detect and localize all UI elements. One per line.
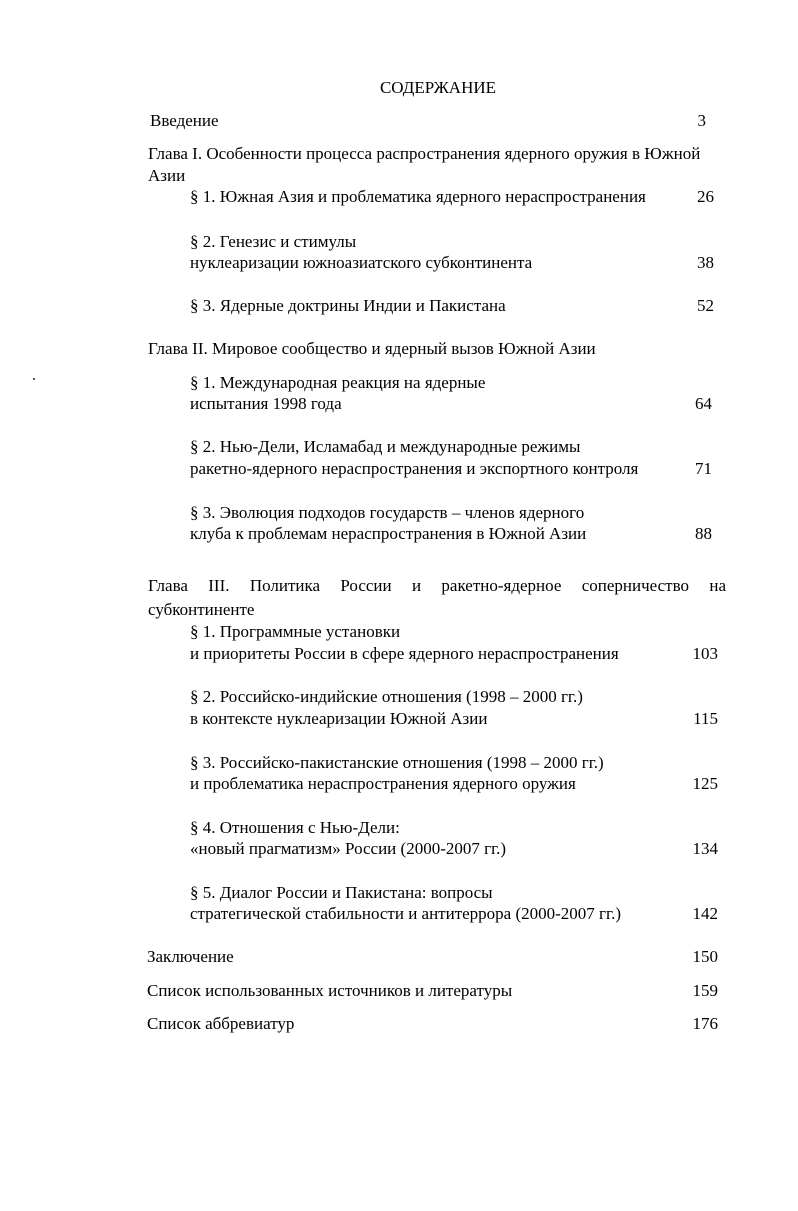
- toc-abbrev-label: Список аббревиатур: [147, 1014, 295, 1033]
- toc-sources-page: 159: [692, 981, 718, 1000]
- ch3-section-2-cont: в контексте нуклеаризации Южной Азии: [190, 709, 488, 728]
- ch1-section-3-page: 52: [697, 296, 714, 315]
- toc-intro-label: Введение: [150, 111, 219, 130]
- ch2-section-2: § 2. Нью-Дели, Исламабад и международные режимы: [190, 437, 581, 456]
- ch1-section-1-page: 26: [697, 187, 714, 206]
- chapter-3-title-cont: субконтиненте: [148, 600, 255, 619]
- ch3-section-1: § 1. Программные установки: [190, 622, 401, 641]
- scan-speck: [33, 378, 35, 380]
- ch2-section-3: § 3. Эволюция подходов государств – членов ядерного: [190, 503, 585, 522]
- ch3-section-5-cont: стратегической стабильности и антитеррора (2000-2007 гг.): [190, 904, 621, 923]
- ch3-section-4: § 4. Отношения с Нью-Дели:: [190, 818, 400, 837]
- ch1-section-2: § 2. Генезис и стимулы: [190, 232, 357, 251]
- ch3-section-5: § 5. Диалог России и Пакистана: вопросы: [190, 883, 493, 902]
- toc-conclusion-page: 150: [692, 947, 718, 966]
- ch3-section-3-cont: и проблематика нераспространения ядерного оружия: [190, 774, 576, 793]
- toc-abbrev-page: 176: [692, 1014, 718, 1033]
- page-title: СОДЕРЖАНИЕ: [379, 78, 497, 97]
- ch3-section-5-page: 142: [692, 904, 718, 923]
- ch2-section-1: § 1. Международная реакция на ядерные: [190, 373, 486, 392]
- ch2-section-2-cont: ракетно-ядерного нераспространения и экспортного контроля: [190, 459, 639, 478]
- ch2-section-1-page: 64: [695, 394, 712, 413]
- ch2-section-1-cont: испытания 1998 года: [190, 394, 342, 413]
- ch3-section-2-page: 115: [693, 709, 718, 728]
- chapter-1-title: Глава I. Особенности процесса распространения ядерного оружия в Южной: [148, 144, 701, 163]
- ch1-section-1: § 1. Южная Азия и проблематика ядерного нераспространения: [190, 187, 646, 206]
- ch2-section-2-page: 71: [695, 459, 712, 478]
- toc-sources-label: Список использованных источников и литературы: [147, 981, 513, 1000]
- ch3-section-4-cont: «новый прагматизм» России (2000-2007 гг.): [190, 839, 507, 858]
- toc-conclusion-label: Заключение: [147, 947, 234, 966]
- ch3-section-1-cont: и приоритеты России в сфере ядерного нераспространения: [190, 644, 619, 663]
- ch1-section-2-cont: нуклеаризации южноазиатского субконтинента: [190, 253, 533, 272]
- ch1-section-2-page: 38: [697, 253, 714, 272]
- chapter-3-title: Глава III. Политика России и ракетно-ядерное соперничество на: [148, 576, 726, 595]
- ch3-section-4-page: 134: [692, 839, 718, 858]
- chapter-1-title-cont: Азии: [148, 166, 186, 185]
- ch3-section-3: § 3. Российско-пакистанские отношения (1998 – 2000 гг.): [190, 753, 604, 772]
- toc-intro-page: 3: [697, 111, 706, 130]
- ch2-section-3-cont: клуба к проблемам нераспространения в Южной Азии: [190, 524, 587, 543]
- ch3-section-3-page: 125: [692, 774, 718, 793]
- ch3-section-1-page: 103: [692, 644, 718, 663]
- chapter-2-title: Глава II. Мировое сообщество и ядерный вызов Южной Азии: [148, 339, 596, 358]
- ch3-section-2: § 2. Российско-индийские отношения (1998 – 2000 гг.): [190, 687, 583, 706]
- ch2-section-3-page: 88: [695, 524, 712, 543]
- ch1-section-3: § 3. Ядерные доктрины Индии и Пакистана: [190, 296, 506, 315]
